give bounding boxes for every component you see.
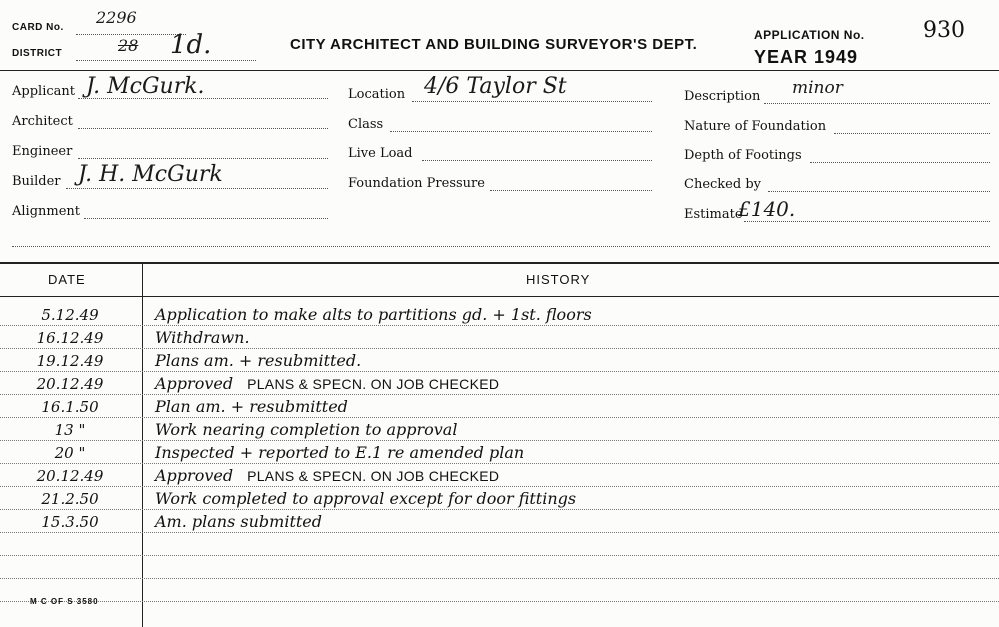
class-line [390,131,652,132]
history-row-rule [0,348,999,349]
history-row-rule [0,555,999,556]
history-entry [155,443,524,462]
builder-value: J. H. McGurk [78,162,223,187]
applicant-value: J. McGurk. [86,74,205,99]
department-title: CITY ARCHITECT AND BUILDING SURVEYOR'S DEPT. [290,36,698,53]
history-entry-text: Application to make alts to partitions gd. + 1st. floors [155,305,592,324]
history-entry-text: Work completed to approval except for door fittings [155,489,577,508]
class-label: Class [348,117,384,132]
application-year: YEAR 1949 [754,47,859,67]
history-entry-text: Approved [155,466,234,485]
description-line [764,103,990,104]
builder-line [66,188,328,189]
history-entry [155,397,348,416]
card-no-label: CARD No. [12,22,64,33]
history-entry-text: Approved [155,374,234,393]
history-column-header: HISTORY [526,272,591,287]
history-date: 13 " [54,421,86,439]
history-entry [155,328,250,347]
history-entry [155,351,361,370]
location-line [412,101,652,102]
architect-label: Architect [12,114,73,129]
history-entry-text: Am. plans submitted [155,512,323,531]
district-line [76,60,256,61]
history-entry-text: Inspected + reported to E.1 re amended plan [155,443,525,462]
estimate-label: Estimate [684,207,743,222]
alignment-line [84,218,328,219]
form-code: M C OF S 3580 [30,597,99,606]
alignment-label: Alignment [12,204,81,219]
description-value: minor [792,78,843,98]
history-date: 16.1.50 [41,398,99,416]
district-struck-value: 28 [118,36,139,55]
estimate-line [744,221,990,222]
history-entry [155,305,592,324]
checked-by-label: Checked by [684,177,761,192]
history-entry-stamp: PLANS & SPECN. ON JOB CHECKED [247,376,500,392]
history-date: 20.12.49 [36,467,104,485]
engineer-line [78,158,328,159]
history-row-rule [0,509,999,510]
date-column-header: DATE [48,272,86,287]
history-entry [155,420,457,439]
history-date: 16.12.49 [36,329,104,347]
application-no-label: APPLICATION No. [754,28,865,42]
history-entry [155,466,499,485]
depth-of-footings-label: Depth of Footings [684,148,802,163]
live-load-line [422,160,652,161]
application-no-value: 930 [923,18,965,43]
history-entry-text: Plans am. + resubmitted. [155,351,362,370]
foundation-pressure-label: Foundation Pressure [348,176,485,191]
history-header-rule [0,296,999,297]
history-row-rule [0,394,999,395]
estimate-value: £140. [738,197,796,221]
foundation-pressure-line [490,190,652,191]
district-value: 1d. [170,30,212,60]
district-label: DISTRICT [12,48,63,59]
depth-of-footings-line [810,162,990,163]
builder-label: Builder [12,174,61,189]
history-row-rule [0,371,999,372]
live-load-label: Live Load [348,146,413,161]
history-row-rule [0,601,999,602]
nature-of-foundation-label: Nature of Foundation [684,119,827,134]
history-entry-text: Withdrawn. [155,328,250,347]
history-row-rule [0,532,999,533]
header-divider [0,70,999,71]
history-row-rule [0,417,999,418]
checked-by-line [768,191,990,192]
history-row-rule [0,463,999,464]
history-entry-text: Plan am. + resubmitted [155,397,348,416]
architect-line [78,128,328,129]
history-date: 19.12.49 [36,352,104,370]
history-entry [155,374,499,393]
history-top-rule [0,262,999,264]
history-entry [155,512,322,531]
history-entry [155,489,576,508]
location-label: Location [348,87,406,102]
history-date: 20.12.49 [36,375,104,393]
history-date: 20 " [54,444,86,462]
history-date: 15.3.50 [41,513,99,531]
history-row-rule [0,440,999,441]
history-date: 21.2.50 [41,490,99,508]
nature-of-foundation-line [834,133,990,134]
history-entry-stamp: PLANS & SPECN. ON JOB CHECKED [247,468,500,484]
history-row-rule [0,325,999,326]
engineer-label: Engineer [12,144,73,159]
blank-line [12,246,990,247]
applicant-label: Applicant [12,84,75,99]
date-column-divider [142,262,143,627]
history-entry-text: Work nearing completion to approval [155,420,458,439]
history-row-rule [0,486,999,487]
history-row-rule [0,578,999,579]
description-label: Description [684,89,761,104]
card-no-value: 2296 [96,8,137,27]
history-date: 5.12.49 [41,306,99,324]
location-value: 4/6 Taylor St [424,74,567,99]
